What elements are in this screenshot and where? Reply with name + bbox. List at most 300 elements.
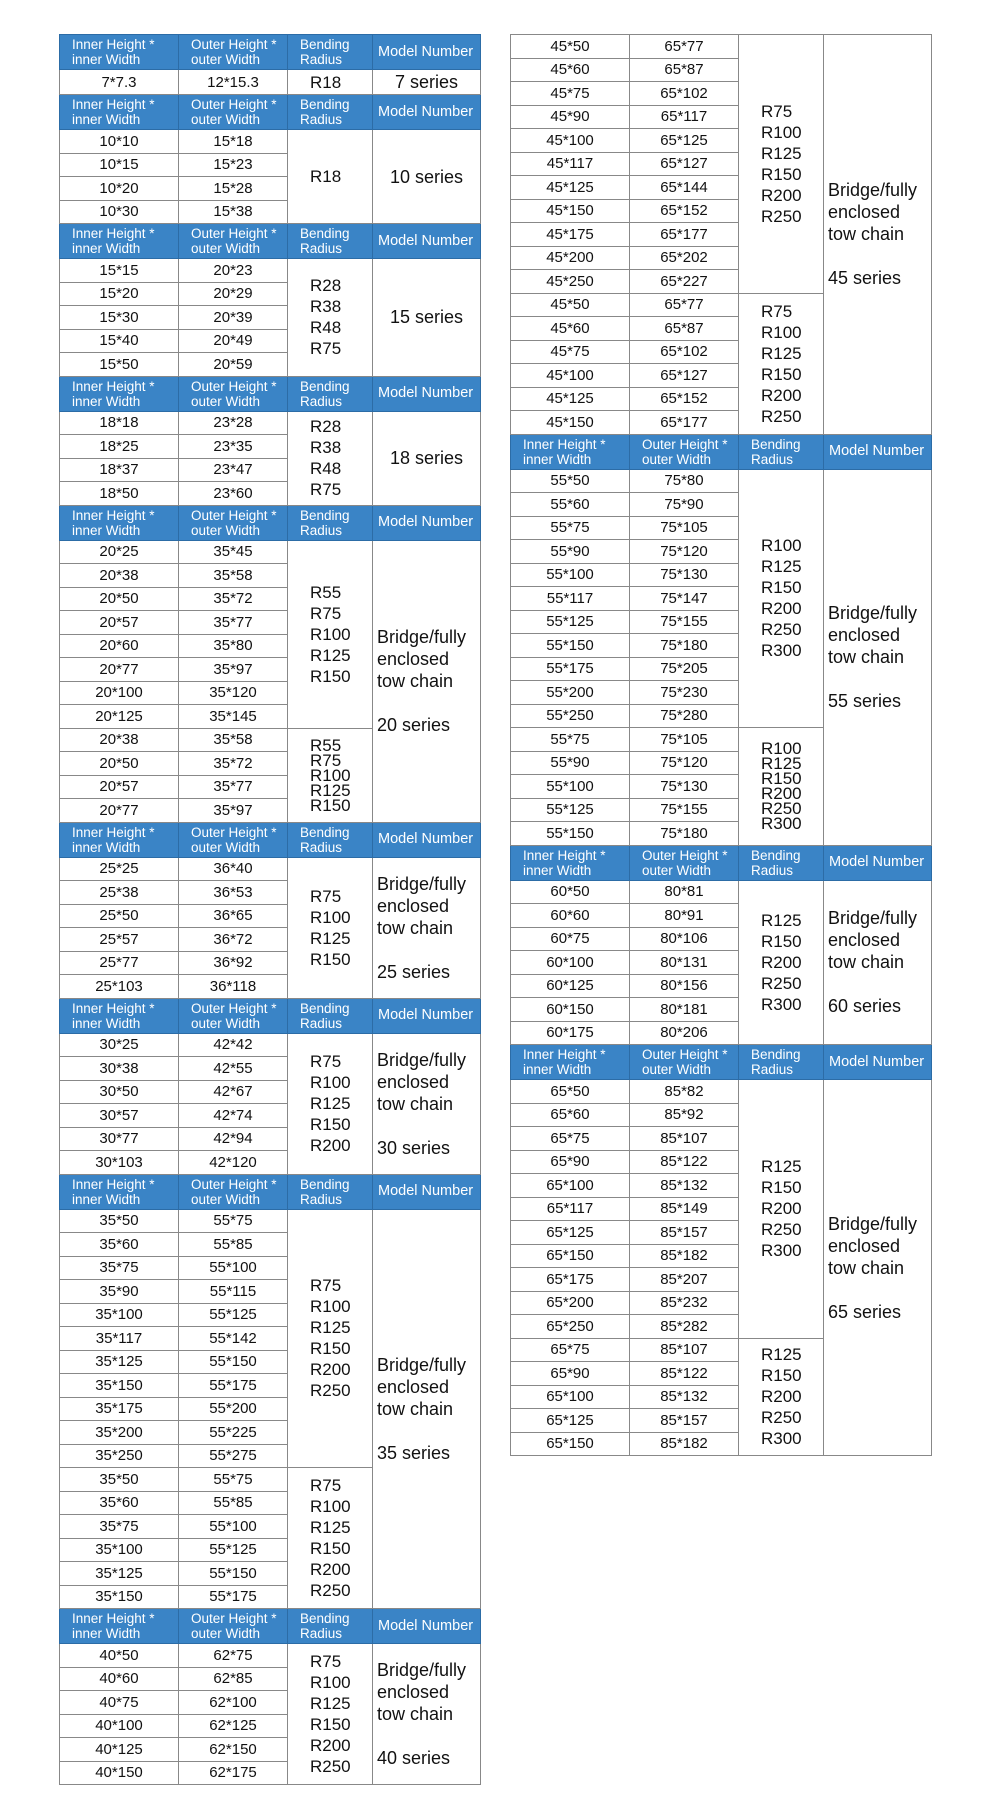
model-text: Bridge/fully	[377, 627, 467, 647]
inner-size-cell: 65*250	[511, 1315, 630, 1339]
inner-size-cell: 30*103	[60, 1151, 179, 1175]
radius-value: R18	[310, 167, 342, 186]
outer-size-cell: 55*225	[179, 1421, 288, 1445]
radius-value: R125	[310, 645, 351, 665]
radius-value: R250	[761, 1408, 802, 1428]
model-text: enclosed	[828, 202, 901, 223]
model-number-cell	[824, 1080, 932, 1456]
outer-size-cell: 85*149	[630, 1197, 739, 1221]
radius-value: R250	[761, 620, 802, 640]
radius-value: R150	[761, 1366, 802, 1386]
model-number-cell	[373, 1644, 481, 1785]
outer-size-cell: 35*77	[179, 611, 288, 635]
outer-size-cell: 75*80	[630, 469, 739, 493]
model-text: Bridge/fully	[828, 603, 918, 623]
table-row	[511, 880, 932, 904]
bending-radius-cell	[288, 857, 373, 998]
inner-size-cell: 65*90	[511, 1362, 630, 1386]
model-text: 40 series	[377, 1748, 451, 1768]
inner-size-cell: 55*90	[511, 540, 630, 564]
radius-value: R100	[761, 122, 802, 142]
outer-size-cell: 65*127	[630, 152, 739, 176]
inner-size-cell: 40*100	[60, 1714, 179, 1738]
model-text: enclosed	[377, 1071, 450, 1092]
model-text: Bridge/fully	[828, 180, 918, 201]
model-text: enclosed	[828, 625, 901, 645]
outer-size-cell: 65*102	[630, 82, 739, 106]
header-outer-size: Outer Height * outer Width	[179, 1609, 288, 1644]
radius-value: R38	[310, 297, 342, 317]
radius-value: R200	[761, 185, 802, 205]
model-number-cell	[824, 469, 932, 845]
inner-size-cell: 55*125	[511, 610, 630, 634]
inner-size-cell: 18*25	[60, 435, 179, 459]
model-text: Bridge/fully	[377, 1049, 467, 1070]
spacer	[377, 1115, 480, 1137]
inner-size-cell: 15*15	[60, 259, 179, 283]
inner-size-cell: 35*117	[60, 1327, 179, 1351]
model-text: 25 series	[377, 961, 451, 982]
outer-size-cell: 75*155	[630, 610, 739, 634]
model-text: 10 series	[389, 166, 464, 187]
inner-size-cell: 40*125	[60, 1738, 179, 1762]
outer-size-cell: 75*147	[630, 587, 739, 611]
spacer	[377, 939, 480, 961]
outer-size-cell: 65*202	[630, 246, 739, 270]
radius-value: R150	[761, 931, 802, 951]
model-text: Bridge/fully	[828, 908, 918, 929]
inner-size-cell: 55*100	[511, 775, 630, 799]
bending-radius-cell	[288, 411, 373, 505]
header-inner-size: Inner Height * inner Width	[60, 224, 179, 259]
inner-size-cell: 55*90	[511, 751, 630, 775]
model-text: tow chain	[377, 671, 454, 691]
table-row	[60, 411, 481, 435]
outer-size-cell: 65*87	[630, 58, 739, 82]
inner-size-cell: 55*250	[511, 704, 630, 728]
inner-size-cell: 65*117	[511, 1197, 630, 1221]
left-spec-table	[59, 34, 481, 1785]
outer-size-cell: 85*157	[630, 1409, 739, 1433]
model-number-cell	[373, 857, 481, 998]
model-text: 30 series	[377, 1137, 451, 1158]
radius-value: R55	[310, 582, 342, 602]
radius-value: R75	[310, 339, 342, 359]
outer-size-cell: 62*175	[179, 1761, 288, 1785]
bending-radius-cell	[288, 1468, 373, 1609]
header-inner-size: Inner Height * inner Width	[60, 95, 179, 130]
inner-size-cell: 65*100	[511, 1385, 630, 1409]
inner-size-cell: 45*200	[511, 246, 630, 270]
outer-size-cell: 35*97	[179, 658, 288, 682]
radius-value: R75	[310, 1652, 342, 1671]
header-bending-radius: Bending Radius	[288, 998, 373, 1033]
radius-value: R250	[761, 973, 802, 993]
outer-size-cell: 36*40	[179, 857, 288, 881]
model-text: tow chain	[828, 224, 905, 245]
table-row	[511, 1080, 932, 1104]
radius-value: R125	[761, 1345, 802, 1365]
radius-value: R75	[761, 301, 793, 321]
radius-value: R250	[310, 1581, 351, 1600]
bending-radius-cell	[288, 540, 373, 728]
radius-value: R125	[761, 910, 802, 930]
header-bending-radius: Bending Radius	[288, 822, 373, 857]
radius-value: R100	[310, 907, 351, 927]
header-bending-radius: Bending Radius	[288, 505, 373, 540]
outer-size-cell: 35*58	[179, 564, 288, 588]
model-text: tow chain	[828, 1257, 905, 1278]
table-header-row	[60, 376, 481, 411]
model-number-cell	[373, 1033, 481, 1174]
header-model-number: Model Number	[373, 376, 481, 411]
radius-value: R150	[310, 1715, 351, 1734]
model-text: Bridge/fully	[828, 1213, 918, 1234]
inner-size-cell: 20*50	[60, 752, 179, 776]
outer-size-cell: 35*72	[179, 752, 288, 776]
inner-size-cell: 45*117	[511, 152, 630, 176]
outer-size-cell: 23*60	[179, 482, 288, 506]
inner-size-cell: 55*175	[511, 657, 630, 681]
header-model-number: Model Number	[373, 224, 481, 259]
inner-size-cell: 35*75	[60, 1256, 179, 1280]
header-inner-size: Inner Height * inner Width	[60, 1609, 179, 1644]
table-row	[60, 1209, 481, 1233]
inner-size-cell: 65*50	[511, 1080, 630, 1104]
inner-size-cell: 35*150	[60, 1374, 179, 1398]
radius-value: R75	[310, 603, 342, 623]
model-number-cell	[373, 411, 481, 505]
outer-size-cell: 75*280	[630, 704, 739, 728]
outer-size-cell: 65*127	[630, 364, 739, 388]
header-model-number: Model Number	[824, 434, 932, 469]
outer-size-cell: 85*157	[630, 1221, 739, 1245]
outer-size-cell: 20*29	[179, 282, 288, 306]
table-header-row	[60, 822, 481, 857]
header-model-number: Model Number	[373, 1609, 481, 1644]
model-text: tow chain	[377, 1093, 454, 1114]
header-outer-size: Outer Height * outer Width	[179, 998, 288, 1033]
inner-size-cell: 25*103	[60, 975, 179, 999]
outer-size-cell: 36*65	[179, 904, 288, 928]
inner-size-cell: 55*75	[511, 516, 630, 540]
radius-value: R125	[310, 1694, 351, 1713]
model-text: Bridge/fully	[377, 1354, 467, 1375]
inner-size-cell: 65*100	[511, 1174, 630, 1198]
radius-value: R200	[310, 1360, 351, 1380]
model-text: 55 series	[828, 691, 902, 711]
outer-size-cell: 55*125	[179, 1538, 288, 1562]
inner-size-cell: 60*50	[511, 880, 630, 904]
model-text: tow chain	[828, 952, 905, 973]
header-bending-radius: Bending Radius	[288, 224, 373, 259]
outer-size-cell: 55*85	[179, 1233, 288, 1257]
outer-size-cell: 55*142	[179, 1327, 288, 1351]
outer-size-cell: 62*100	[179, 1691, 288, 1715]
outer-size-cell: 75*120	[630, 751, 739, 775]
radius-value: R28	[310, 417, 342, 436]
inner-size-cell: 55*100	[511, 563, 630, 587]
radius-value: R48	[310, 459, 342, 478]
outer-size-cell: 65*144	[630, 176, 739, 200]
table-row	[60, 1644, 481, 1668]
table-row	[511, 35, 932, 59]
radius-value: R100	[310, 765, 351, 785]
outer-size-cell: 35*80	[179, 634, 288, 658]
outer-size-cell: 75*230	[630, 681, 739, 705]
inner-size-cell: 10*30	[60, 200, 179, 224]
radius-value: R100	[761, 739, 802, 759]
table-row	[60, 70, 481, 95]
outer-size-cell: 65*152	[630, 387, 739, 411]
inner-size-cell: 18*18	[60, 411, 179, 435]
inner-size-cell: 35*125	[60, 1562, 179, 1586]
radius-value: R250	[761, 1220, 802, 1240]
inner-size-cell: 65*60	[511, 1103, 630, 1127]
inner-size-cell: 60*175	[511, 1021, 630, 1045]
model-text: enclosed	[828, 1235, 901, 1256]
header-inner-size: Inner Height * inner Width	[511, 434, 630, 469]
outer-size-cell: 80*156	[630, 974, 739, 998]
table-header-row	[511, 434, 932, 469]
inner-size-cell: 35*100	[60, 1303, 179, 1327]
outer-size-cell: 85*82	[630, 1080, 739, 1104]
header-model-number: Model Number	[824, 1045, 932, 1080]
radius-value: R100	[310, 1073, 351, 1092]
outer-size-cell: 65*177	[630, 411, 739, 435]
table-row	[511, 469, 932, 493]
radius-value: R200	[761, 385, 802, 405]
radius-value: R75	[761, 101, 793, 121]
inner-size-cell: 55*117	[511, 587, 630, 611]
inner-size-cell: 45*125	[511, 387, 630, 411]
model-number-cell	[373, 70, 481, 95]
header-model-number: Model Number	[373, 35, 481, 70]
table-header-row	[60, 1174, 481, 1209]
outer-size-cell: 65*87	[630, 317, 739, 341]
spacer	[377, 692, 480, 714]
outer-size-cell: 42*55	[179, 1057, 288, 1081]
outer-size-cell: 42*120	[179, 1151, 288, 1175]
radius-value: R150	[310, 666, 351, 686]
model-text: 15 series	[389, 307, 464, 328]
outer-size-cell: 85*182	[630, 1244, 739, 1268]
radius-value: R125	[761, 557, 802, 577]
radius-value: R250	[761, 799, 802, 819]
bending-radius-cell	[288, 1209, 373, 1468]
header-outer-size: Outer Height * outer Width	[179, 95, 288, 130]
inner-size-cell: 45*90	[511, 105, 630, 129]
inner-size-cell: 45*100	[511, 364, 630, 388]
inner-size-cell: 45*100	[511, 129, 630, 153]
radius-value: R18	[310, 72, 342, 92]
inner-size-cell: 65*125	[511, 1409, 630, 1433]
radius-value: R150	[761, 1178, 802, 1198]
outer-size-cell: 23*35	[179, 435, 288, 459]
model-number-cell	[824, 880, 932, 1045]
outer-size-cell: 55*100	[179, 1256, 288, 1280]
table-row	[60, 1033, 481, 1057]
spacer	[828, 973, 931, 995]
model-text: enclosed	[377, 1376, 450, 1397]
outer-size-cell: 15*23	[179, 153, 288, 177]
outer-size-cell: 35*120	[179, 681, 288, 705]
radius-value: R125	[761, 754, 802, 774]
outer-size-cell: 62*125	[179, 1714, 288, 1738]
radius-value: R125	[761, 343, 802, 363]
inner-size-cell: 30*50	[60, 1080, 179, 1104]
inner-size-cell: 25*50	[60, 904, 179, 928]
model-number-cell	[373, 1209, 481, 1609]
outer-size-cell: 55*125	[179, 1303, 288, 1327]
spacer	[828, 668, 931, 690]
header-model-number: Model Number	[373, 998, 481, 1033]
bending-radius-cell	[288, 70, 373, 95]
bending-radius-cell	[739, 469, 824, 728]
inner-size-cell: 55*50	[511, 469, 630, 493]
inner-size-cell: 15*20	[60, 282, 179, 306]
table-row	[60, 857, 481, 881]
inner-size-cell: 25*25	[60, 857, 179, 881]
inner-size-cell: 35*50	[60, 1468, 179, 1492]
header-outer-size: Outer Height * outer Width	[630, 1045, 739, 1080]
inner-size-cell: 45*150	[511, 411, 630, 435]
header-model-number: Model Number	[373, 95, 481, 130]
inner-size-cell: 20*57	[60, 611, 179, 635]
table-header-row	[511, 1045, 932, 1080]
outer-size-cell: 80*206	[630, 1021, 739, 1045]
outer-size-cell: 23*28	[179, 411, 288, 435]
header-outer-size: Outer Height * outer Width	[630, 845, 739, 880]
outer-size-cell: 80*181	[630, 998, 739, 1022]
bending-radius-cell	[288, 259, 373, 377]
header-model-number: Model Number	[373, 1174, 481, 1209]
radius-value: R100	[310, 624, 351, 644]
inner-size-cell: 18*50	[60, 482, 179, 506]
header-inner-size: Inner Height * inner Width	[60, 35, 179, 70]
radius-value: R200	[761, 1387, 802, 1407]
radius-value: R100	[761, 322, 802, 342]
outer-size-cell: 35*145	[179, 705, 288, 729]
radius-value: R250	[761, 206, 802, 226]
inner-size-cell: 7*7.3	[60, 70, 179, 95]
outer-size-cell: 20*59	[179, 353, 288, 377]
inner-size-cell: 60*125	[511, 974, 630, 998]
outer-size-cell: 75*180	[630, 634, 739, 658]
outer-size-cell: 55*75	[179, 1468, 288, 1492]
model-text: enclosed	[377, 649, 450, 669]
radius-value: R300	[761, 1429, 802, 1449]
spacer	[828, 1279, 931, 1301]
header-inner-size: Inner Height * inner Width	[60, 376, 179, 411]
right-spec-column	[510, 34, 931, 1456]
inner-size-cell: 55*60	[511, 493, 630, 517]
inner-size-cell: 15*30	[60, 306, 179, 330]
radius-value: R150	[761, 364, 802, 384]
radius-value: R125	[761, 1157, 802, 1177]
outer-size-cell: 35*58	[179, 728, 288, 752]
outer-size-cell: 85*107	[630, 1127, 739, 1151]
inner-size-cell: 45*75	[511, 82, 630, 106]
inner-size-cell: 15*50	[60, 353, 179, 377]
inner-size-cell: 30*77	[60, 1127, 179, 1151]
inner-size-cell: 20*60	[60, 634, 179, 658]
model-text: 18 series	[389, 448, 464, 468]
inner-size-cell: 65*150	[511, 1244, 630, 1268]
table-header-row	[60, 35, 481, 70]
header-bending-radius: Bending Radius	[288, 1174, 373, 1209]
table-header-row	[511, 845, 932, 880]
inner-size-cell: 25*38	[60, 881, 179, 905]
header-model-number: Model Number	[373, 822, 481, 857]
bending-radius-cell	[739, 880, 824, 1045]
inner-size-cell: 20*38	[60, 728, 179, 752]
radius-value: R250	[310, 1381, 351, 1401]
model-text: 7 series	[394, 72, 459, 92]
radius-value: R150	[761, 164, 802, 184]
outer-size-cell: 85*182	[630, 1432, 739, 1456]
inner-size-cell: 45*150	[511, 199, 630, 223]
inner-size-cell: 45*60	[511, 317, 630, 341]
radius-value: R150	[310, 1115, 351, 1134]
outer-size-cell: 65*177	[630, 223, 739, 247]
outer-size-cell: 42*74	[179, 1104, 288, 1128]
outer-size-cell: 42*94	[179, 1127, 288, 1151]
outer-size-cell: 42*42	[179, 1033, 288, 1057]
inner-size-cell: 65*90	[511, 1150, 630, 1174]
inner-size-cell: 35*100	[60, 1538, 179, 1562]
bending-radius-cell	[739, 1080, 824, 1339]
inner-size-cell: 60*60	[511, 904, 630, 928]
radius-value: R125	[310, 1094, 351, 1113]
outer-size-cell: 85*132	[630, 1174, 739, 1198]
outer-size-cell: 75*130	[630, 563, 739, 587]
model-text: 45 series	[828, 268, 902, 289]
outer-size-cell: 20*23	[179, 259, 288, 283]
model-text: 20 series	[377, 715, 451, 735]
inner-size-cell: 65*150	[511, 1432, 630, 1456]
inner-size-cell: 20*50	[60, 587, 179, 611]
inner-size-cell: 30*57	[60, 1104, 179, 1128]
table-header-row	[60, 505, 481, 540]
spacer	[377, 1725, 480, 1747]
inner-size-cell: 30*25	[60, 1033, 179, 1057]
outer-size-cell: 20*39	[179, 306, 288, 330]
outer-size-cell: 85*232	[630, 1291, 739, 1315]
inner-size-cell: 20*100	[60, 681, 179, 705]
header-inner-size: Inner Height * inner Width	[60, 822, 179, 857]
radius-value: R75	[310, 1476, 342, 1495]
inner-size-cell: 35*75	[60, 1515, 179, 1539]
header-inner-size: Inner Height * inner Width	[60, 1174, 179, 1209]
header-inner-size: Inner Height * inner Width	[60, 505, 179, 540]
model-text: tow chain	[377, 1398, 454, 1419]
outer-size-cell: 80*131	[630, 951, 739, 975]
inner-size-cell: 65*75	[511, 1127, 630, 1151]
outer-size-cell: 36*72	[179, 928, 288, 952]
radius-value: R200	[761, 784, 802, 804]
outer-size-cell: 15*28	[179, 177, 288, 201]
outer-size-cell: 55*200	[179, 1397, 288, 1421]
outer-size-cell: 12*15.3	[179, 70, 288, 95]
table-row	[60, 540, 481, 564]
header-bending-radius: Bending Radius	[288, 1609, 373, 1644]
inner-size-cell: 25*77	[60, 951, 179, 975]
inner-size-cell: 65*125	[511, 1221, 630, 1245]
outer-size-cell: 35*45	[179, 540, 288, 564]
outer-size-cell: 36*92	[179, 951, 288, 975]
outer-size-cell: 15*18	[179, 130, 288, 154]
